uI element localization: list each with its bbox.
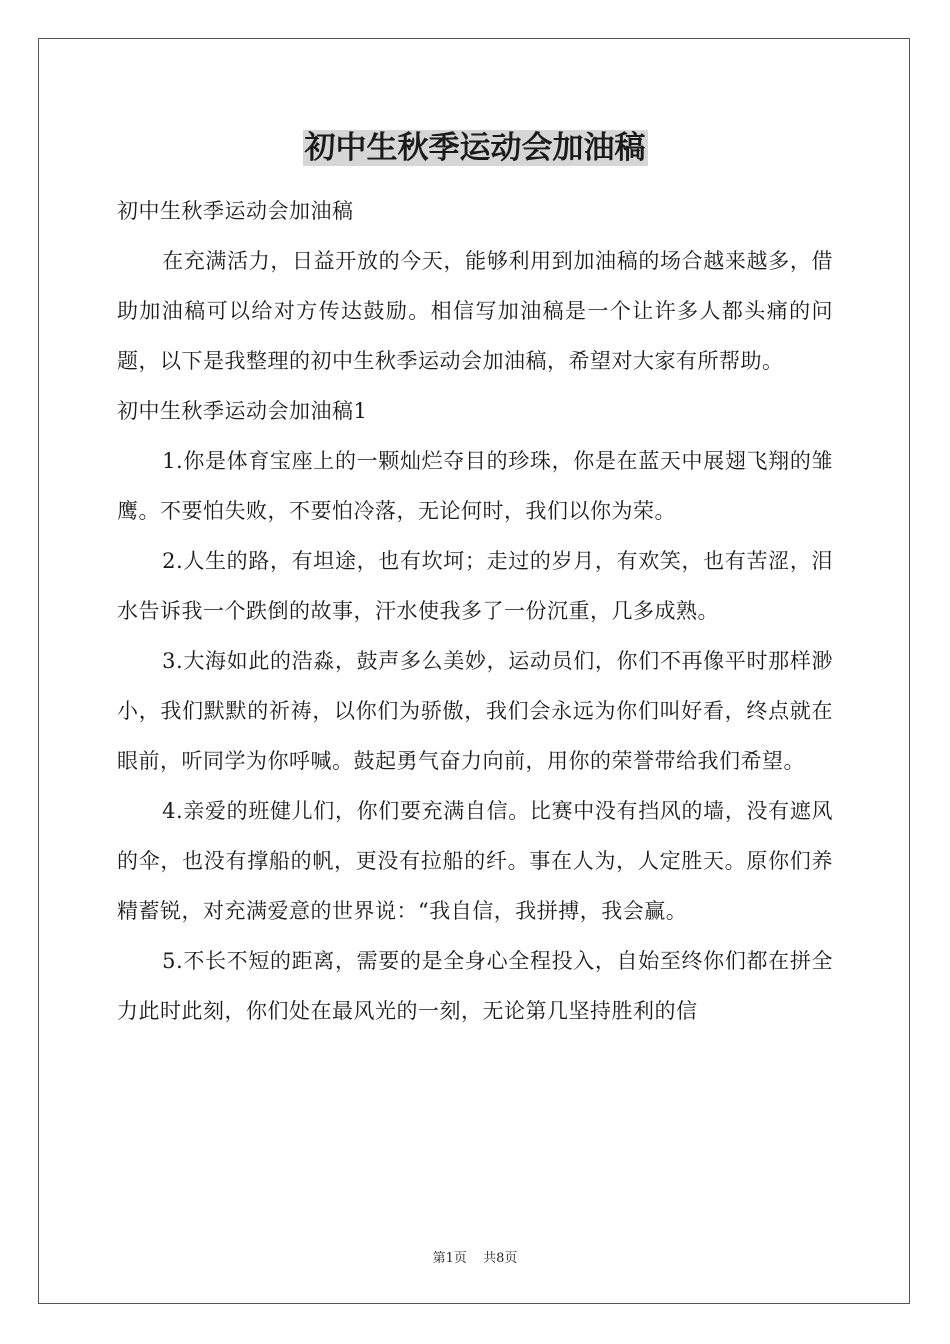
intro-paragraph: 在充满活力，日益开放的今天，能够利用到加油稿的场合越来越多，借助加油稿可以给对方传达鼓励。相信写加油稿是一个让许多人都头痛的问题，以下是我整理的初中生秋季运动会加油稿，希望对大家有所帮助。 xyxy=(117,249,833,373)
list-item: 2.人生的路，有坦途，也有坎坷；走过的岁月，有欢笑，也有苦涩，泪水告诉我一个跌倒的故事，汗水使我多了一份沉重，几多成熟。 xyxy=(117,549,833,623)
list-item: 5.不长不短的距离，需要的是全身心全程投入，自始至终你们都在拼全力此时此刻，你们处在最风光的一刻，无论第几坚持胜利的信 xyxy=(117,949,833,1023)
page-total: 共8页 xyxy=(483,1251,518,1266)
list-item: 3.大海如此的浩淼，鼓声多么美妙，运动员们，你们不再像平时那样渺小，我们默默的祈祷，以你们为骄傲，我们会永远为你们叫好看，终点就在眼前，听同学为你呼喊。鼓起勇气奋力向前，用你的荣誉带给我们希望。 xyxy=(117,649,833,773)
document-title-text: 初中生秋季运动会加油稿 xyxy=(304,130,646,166)
document-title xyxy=(117,122,833,174)
document-subtitle: 初中生秋季运动会加油稿 xyxy=(117,199,354,223)
section-heading: 初中生秋季运动会加油稿1 xyxy=(117,399,368,423)
list-item: 1.你是体育宝座上的一颗灿烂夺目的珍珠，你是在蓝天中展翅飞翔的雏鹰。不要怕失败，不要怕冷落，无论何时，我们以你为荣。 xyxy=(117,449,833,523)
page-number: 第1页 xyxy=(432,1251,467,1266)
page-footer xyxy=(0,1247,950,1266)
document-body xyxy=(117,122,833,1036)
list-item: 4.亲爱的班健儿们，你们要充满自信。比赛中没有挡风的墙，没有遮风的伞，也没有撑船的帆，更没有拉船的纤。事在人为，人定胜天。原你们养精蓄锐，对充满爱意的世界说：“我自信，我拼搏，我会赢。 xyxy=(117,799,833,923)
